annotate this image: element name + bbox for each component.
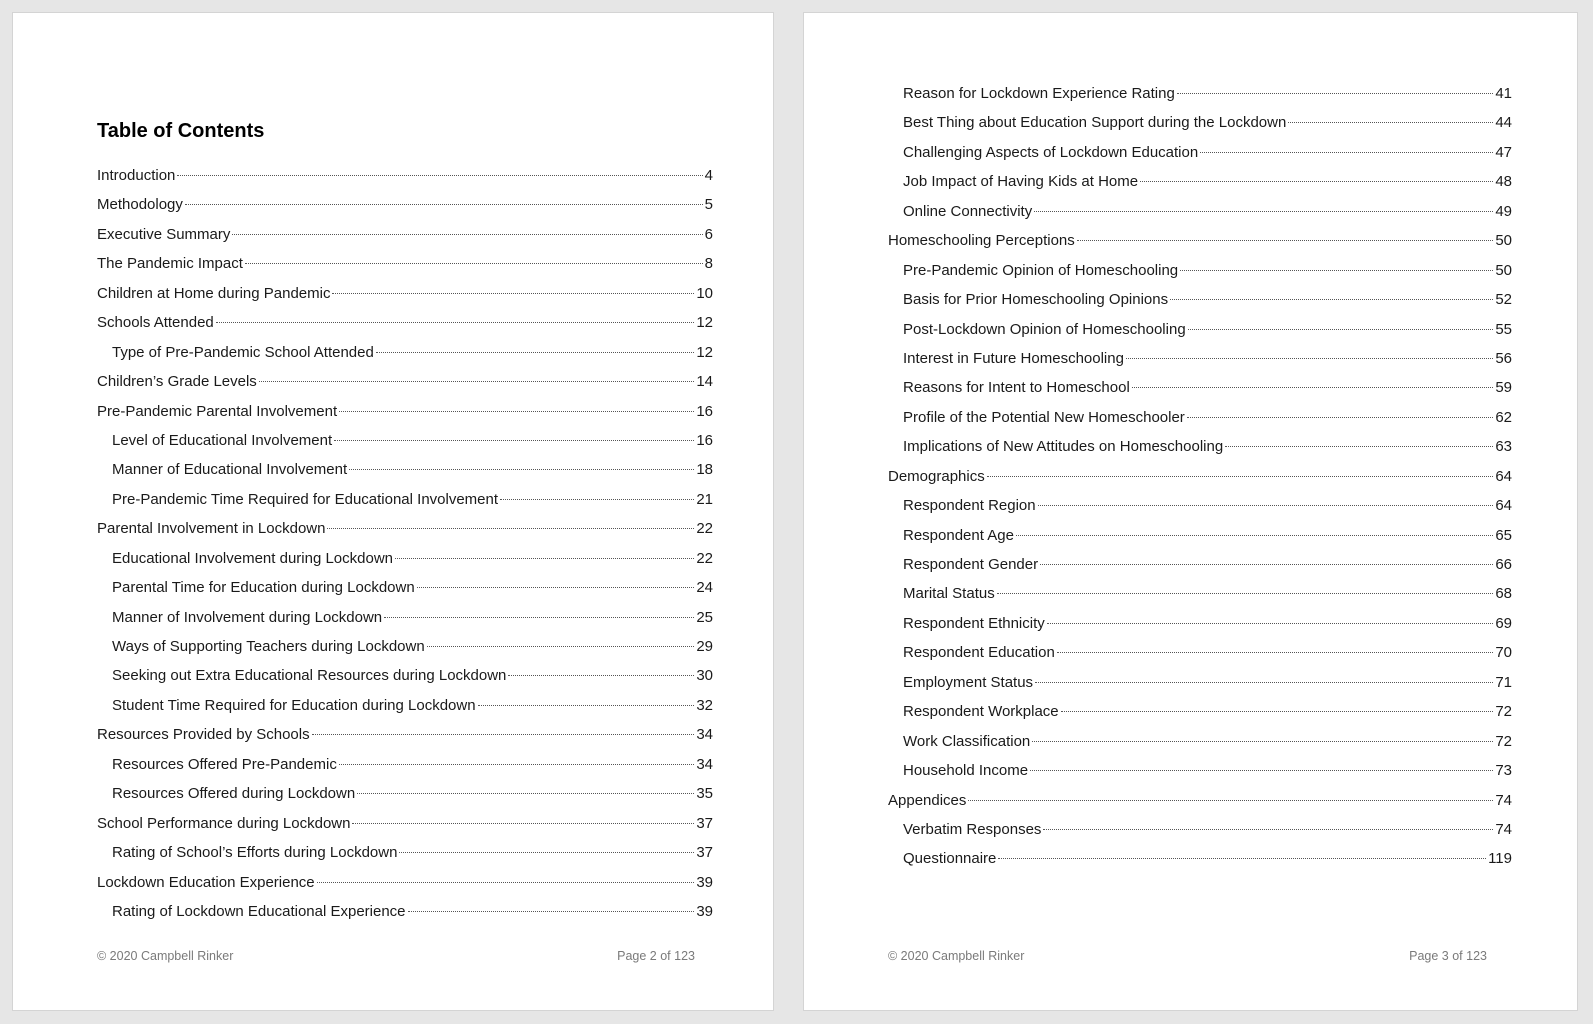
toc-entry-page: 37 — [696, 814, 713, 832]
toc-entry[interactable] — [97, 308, 713, 337]
toc-entry-label: Profile of the Potential New Homeschooler — [903, 408, 1185, 426]
toc-entry[interactable] — [97, 632, 713, 661]
toc-entry[interactable] — [97, 455, 713, 484]
toc-dot-leader — [384, 617, 694, 618]
toc-dot-leader — [1047, 623, 1494, 624]
document-page-right — [803, 12, 1578, 1011]
toc-entry-page: 22 — [696, 549, 713, 567]
toc-entry[interactable] — [97, 514, 713, 543]
toc-entry[interactable] — [97, 249, 713, 278]
toc-entry-label: Interest in Future Homeschooling — [903, 349, 1124, 367]
toc-entry-label: Respondent Ethnicity — [903, 614, 1045, 632]
toc-dot-leader — [1170, 299, 1493, 300]
toc-entry-label: Level of Educational Involvement — [112, 431, 333, 449]
toc-entry-page: 49 — [1495, 202, 1512, 220]
toc-entry-label: Work Classification — [903, 732, 1031, 750]
toc-dot-leader — [1126, 358, 1493, 359]
toc-entry-page: 70 — [1495, 644, 1512, 662]
toc-dot-leader — [334, 440, 694, 441]
toc-dot-leader — [352, 823, 694, 824]
toc-entry[interactable] — [888, 167, 1512, 196]
toc-entry-label: Lockdown Education Experience — [97, 873, 315, 891]
toc-dot-leader — [1140, 181, 1493, 182]
toc-entry-page: 39 — [696, 873, 713, 891]
toc-dot-leader — [987, 476, 1494, 477]
toc-dot-leader — [376, 352, 694, 353]
toc-entry[interactable] — [888, 79, 1512, 108]
toc-entry[interactable] — [97, 161, 713, 190]
toc-dot-leader — [1177, 93, 1493, 94]
toc-entry-page: 30 — [696, 667, 713, 685]
toc-entry-page: 72 — [1495, 732, 1512, 750]
toc-entry-label: The Pandemic Impact — [97, 255, 243, 273]
toc-dot-leader — [1038, 505, 1494, 506]
toc-dot-leader — [1043, 829, 1493, 830]
toc-dot-leader — [1077, 240, 1494, 241]
toc-entry[interactable] — [888, 344, 1512, 373]
toc-entry-label: Online Connectivity — [903, 202, 1033, 220]
toc-entry[interactable] — [888, 727, 1512, 756]
footer-copyright: © 2020 Campbell Rinker — [97, 949, 234, 963]
toc-dot-leader — [332, 293, 694, 294]
toc-entry[interactable] — [888, 579, 1512, 608]
toc-entry-page: 64 — [1495, 497, 1512, 515]
toc-dot-leader — [1016, 535, 1493, 536]
toc-entry-label: Pre-Pandemic Opinion of Homeschooling — [903, 261, 1179, 279]
toc-entry-page: 68 — [1495, 585, 1512, 603]
toc-entry-label: Resources Provided by Schools — [97, 726, 310, 744]
toc-dot-leader — [1057, 652, 1494, 653]
toc-dot-leader — [500, 499, 694, 500]
toc-entry-label: Manner of Educational Involvement — [112, 461, 348, 479]
toc-dot-leader — [1035, 682, 1493, 683]
toc-entry-page: 21 — [696, 490, 713, 508]
toc-entry[interactable] — [97, 691, 713, 720]
toc-entry-label: Rating of Lockdown Educational Experience — [112, 902, 406, 920]
footer-page-number: Page 3 of 123 — [1409, 949, 1487, 963]
toc-dot-leader — [185, 204, 703, 205]
toc-entry-label: Respondent Region — [903, 497, 1036, 515]
toc-dot-leader — [997, 593, 1494, 594]
toc-entry-label: Parental Involvement in Lockdown — [97, 520, 326, 538]
toc-entry-page: 44 — [1495, 114, 1512, 132]
toc-entry-page: 65 — [1495, 526, 1512, 544]
toc-entry[interactable] — [97, 338, 713, 367]
toc-entry[interactable] — [888, 491, 1512, 520]
toc-entry-page: 69 — [1495, 614, 1512, 632]
toc-entry[interactable] — [888, 844, 1512, 873]
toc-entry-label: Respondent Age — [903, 526, 1014, 544]
toc-entry-label: Methodology — [97, 196, 183, 214]
toc-entry[interactable] — [888, 197, 1512, 226]
toc-entry[interactable] — [888, 609, 1512, 638]
toc-entry-label: Rating of School’s Efforts during Lockdown — [112, 844, 398, 862]
toc-dot-leader — [1225, 446, 1493, 447]
toc-entry-label: School Performance during Lockdown — [97, 814, 351, 832]
toc-entry-label: Ways of Supporting Teachers during Lockdown — [112, 638, 425, 655]
toc-entry[interactable] — [97, 485, 713, 514]
toc-entry-page: 50 — [1495, 261, 1512, 279]
toc-entry-label: Marital Status — [903, 585, 995, 603]
toc-dot-leader — [399, 852, 694, 853]
toc-entry-label: Homeschooling Perceptions — [888, 232, 1075, 250]
toc-dot-leader — [1188, 329, 1494, 330]
toc-entry-label: Job Impact of Having Kids at Home — [903, 173, 1139, 191]
toc-entry-label: Seeking out Extra Educational Resources during Lockdown — [112, 667, 507, 685]
toc-entry-page: 59 — [1495, 379, 1512, 397]
toc-entry[interactable] — [97, 367, 713, 396]
toc-entry-page: 5 — [704, 196, 713, 214]
toc-entry-page: 73 — [1495, 762, 1512, 780]
toc-dot-leader — [216, 322, 695, 323]
toc-entry[interactable] — [888, 315, 1512, 344]
toc-dot-leader — [1032, 741, 1493, 742]
toc-entry-page: 72 — [1495, 703, 1512, 721]
toc-entry[interactable] — [97, 220, 713, 249]
toc-entry-page: 29 — [696, 638, 713, 655]
toc-entry-label: Pre-Pandemic Parental Involvement — [97, 402, 338, 420]
toc-entry-page: 39 — [696, 902, 713, 920]
toc-entry-page: 16 — [696, 402, 713, 420]
toc-dot-leader — [1034, 211, 1493, 212]
toc-dot-leader — [339, 764, 694, 765]
toc-list — [97, 161, 713, 926]
toc-entry[interactable] — [888, 521, 1512, 550]
toc-entry[interactable] — [97, 544, 713, 573]
toc-entry-label: Basis for Prior Homeschooling Opinions — [903, 291, 1169, 309]
toc-entry-page: 52 — [1495, 291, 1512, 309]
toc-entry[interactable] — [888, 638, 1512, 667]
toc-entry-page: 37 — [696, 844, 713, 862]
toc-entry-label: Implications of New Attitudes on Homeschooling — [903, 438, 1224, 456]
toc-entry[interactable] — [97, 750, 713, 779]
toc-title: Table of Contents — [97, 120, 265, 142]
toc-dot-leader — [395, 558, 694, 559]
toc-entry-label: Best Thing about Education Support during the Lockdown — [903, 114, 1287, 132]
toc-entry-label: Executive Summary — [97, 225, 231, 243]
toc-entry-label: Respondent Gender — [903, 556, 1039, 573]
toc-entry-page: 8 — [704, 255, 713, 273]
toc-entry-page: 35 — [696, 785, 713, 803]
toc-entry[interactable] — [888, 256, 1512, 285]
toc-dot-leader — [339, 411, 694, 412]
toc-dot-leader — [1061, 711, 1494, 712]
toc-entry-page: 119 — [1488, 850, 1512, 868]
toc-entry[interactable] — [97, 190, 713, 219]
toc-entry-page: 34 — [696, 726, 713, 744]
toc-entry-label: Resources Offered during Lockdown — [112, 785, 356, 803]
toc-dot-leader — [1040, 564, 1493, 565]
toc-dot-leader — [245, 263, 703, 264]
toc-entry-label: Employment Status — [903, 673, 1034, 691]
toc-entry-page: 6 — [704, 225, 713, 243]
toc-entry-page: 48 — [1495, 173, 1512, 191]
toc-list — [888, 79, 1512, 874]
toc-entry[interactable] — [888, 815, 1512, 844]
toc-entry-page: 10 — [696, 284, 713, 302]
toc-entry-page: 74 — [1495, 791, 1512, 809]
toc-entry-page: 50 — [1495, 232, 1512, 250]
toc-entry[interactable] — [97, 603, 713, 632]
footer-page-number: Page 2 of 123 — [617, 949, 695, 963]
toc-entry[interactable] — [97, 779, 713, 808]
toc-dot-leader — [478, 705, 695, 706]
toc-entry[interactable] — [888, 373, 1512, 402]
toc-entry-label: Introduction — [97, 167, 176, 184]
toc-entry-label: Verbatim Responses — [903, 820, 1042, 838]
toc-entry-page: 74 — [1495, 820, 1512, 838]
toc-dot-leader — [177, 175, 702, 176]
toc-dot-leader — [312, 734, 695, 735]
toc-dot-leader — [1200, 152, 1493, 153]
toc-entry-page: 66 — [1495, 556, 1512, 573]
toc-entry-label: Post-Lockdown Opinion of Homeschooling — [903, 320, 1186, 338]
toc-entry[interactable] — [888, 668, 1512, 697]
toc-entry-label: Children’s Grade Levels — [97, 373, 257, 391]
toc-entry-page: 4 — [704, 167, 713, 184]
toc-entry[interactable] — [97, 720, 713, 749]
toc-entry-page: 12 — [696, 343, 713, 361]
toc-entry[interactable] — [97, 397, 713, 426]
toc-entry-label: Parental Time for Education during Lockdown — [112, 579, 415, 597]
toc-entry[interactable] — [97, 661, 713, 690]
toc-entry-label: Appendices — [888, 791, 967, 809]
toc-dot-leader — [408, 911, 695, 912]
toc-entry-page: 32 — [696, 696, 713, 714]
toc-entry[interactable] — [888, 550, 1512, 579]
toc-entry-page: 14 — [696, 373, 713, 391]
toc-entry[interactable] — [97, 279, 713, 308]
toc-entry[interactable] — [97, 809, 713, 838]
toc-entry-label: Manner of Involvement during Lockdown — [112, 608, 383, 626]
toc-entry[interactable] — [888, 138, 1512, 167]
toc-dot-leader — [427, 646, 695, 647]
toc-entry-page: 64 — [1495, 467, 1512, 485]
toc-entry-label: Questionnaire — [903, 850, 997, 868]
toc-entry-page: 25 — [696, 608, 713, 626]
footer-copyright: © 2020 Campbell Rinker — [888, 949, 1025, 963]
toc-entry-label: Resources Offered Pre-Pandemic — [112, 755, 337, 773]
toc-dot-leader — [327, 528, 694, 529]
toc-entry[interactable] — [97, 838, 713, 867]
toc-entry[interactable] — [888, 462, 1512, 491]
toc-dot-leader — [357, 793, 694, 794]
toc-entry[interactable] — [97, 426, 713, 455]
toc-entry-label: Educational Involvement during Lockdown — [112, 549, 394, 567]
toc-entry-label: Reason for Lockdown Experience Rating — [903, 85, 1175, 102]
toc-entry-page: 47 — [1495, 143, 1512, 161]
toc-entry[interactable] — [888, 403, 1512, 432]
toc-dot-leader — [1030, 770, 1493, 771]
toc-entry[interactable] — [888, 432, 1512, 461]
toc-dot-leader — [508, 675, 694, 676]
toc-entry-page: 18 — [696, 461, 713, 479]
toc-entry[interactable] — [97, 868, 713, 897]
toc-dot-leader — [998, 858, 1486, 859]
toc-entry-label: Children at Home during Pandemic — [97, 284, 331, 302]
toc-dot-leader — [349, 469, 694, 470]
toc-dot-leader — [232, 234, 702, 235]
toc-entry-label: Demographics — [888, 467, 985, 485]
toc-entry-label: Challenging Aspects of Lockdown Education — [903, 143, 1199, 161]
toc-dot-leader — [1180, 270, 1493, 271]
toc-entry[interactable] — [97, 897, 713, 926]
toc-entry[interactable] — [888, 756, 1512, 785]
toc-entry[interactable] — [888, 226, 1512, 255]
toc-entry-page: 55 — [1495, 320, 1512, 338]
document-page-left — [12, 12, 774, 1011]
toc-dot-leader — [1187, 417, 1494, 418]
toc-dot-leader — [259, 381, 695, 382]
toc-entry-label: Type of Pre-Pandemic School Attended — [112, 343, 374, 361]
toc-entry-page: 71 — [1495, 673, 1512, 691]
toc-entry-page: 62 — [1495, 408, 1512, 426]
toc-entry-page: 22 — [696, 520, 713, 538]
toc-entry[interactable] — [97, 573, 713, 602]
toc-dot-leader — [317, 882, 695, 883]
toc-entry-label: Student Time Required for Education during Lockdown — [112, 696, 476, 714]
toc-entry-page: 24 — [696, 579, 713, 597]
toc-dot-leader — [1288, 122, 1493, 123]
toc-entry-page: 16 — [696, 431, 713, 449]
toc-entry[interactable] — [888, 697, 1512, 726]
toc-entry-label: Pre-Pandemic Time Required for Educational Involvement — [112, 490, 499, 508]
toc-dot-leader — [417, 587, 695, 588]
toc-entry[interactable] — [888, 108, 1512, 137]
toc-entry-page: 56 — [1495, 349, 1512, 367]
toc-entry-label: Schools Attended — [97, 314, 214, 332]
toc-entry-label: Reasons for Intent to Homeschool — [903, 379, 1130, 397]
toc-entry-page: 12 — [696, 314, 713, 332]
toc-entry-label: Respondent Education — [903, 644, 1055, 662]
toc-dot-leader — [1132, 387, 1494, 388]
toc-entry-page: 34 — [696, 755, 713, 773]
toc-entry-page: 41 — [1495, 85, 1512, 102]
toc-entry-label: Household Income — [903, 762, 1029, 780]
toc-entry-page: 63 — [1495, 438, 1512, 456]
toc-entry[interactable] — [888, 285, 1512, 314]
toc-entry-label: Respondent Workplace — [903, 703, 1059, 721]
toc-entry[interactable] — [888, 786, 1512, 815]
toc-dot-leader — [968, 800, 1493, 801]
